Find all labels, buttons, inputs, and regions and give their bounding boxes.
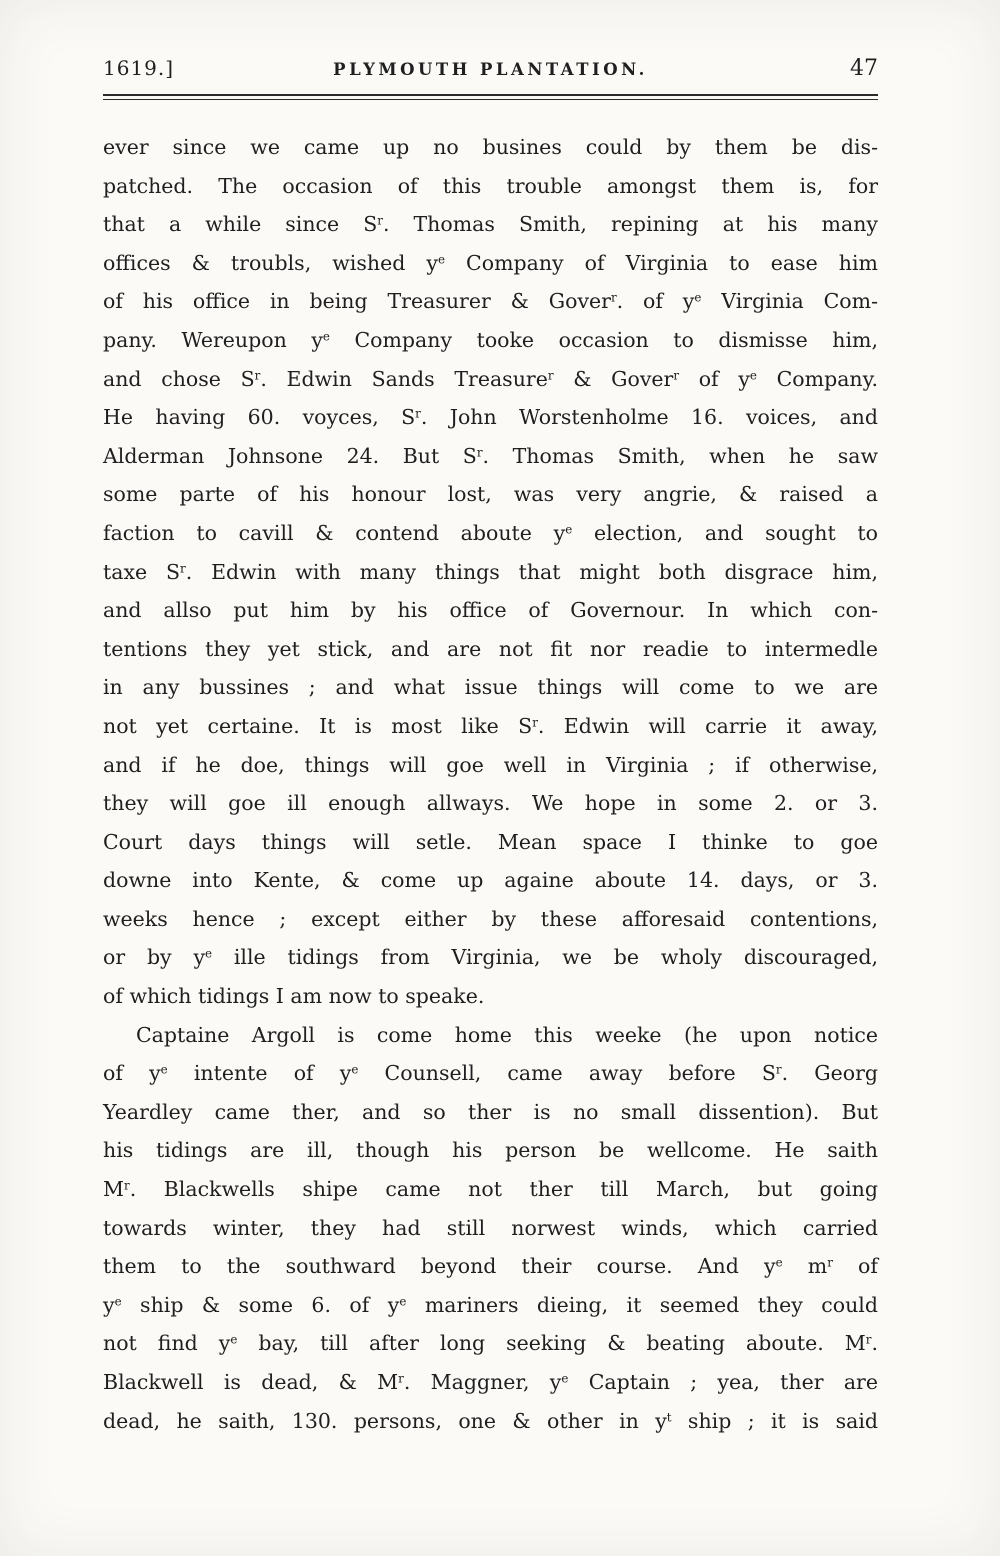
text-line: them to the southward beyond their course. And $y^e$ $m^r$ of: [103, 1254, 878, 1279]
text-line: not yet certaine. It is most like $S^r$. Edwin will carrie it away,: [103, 713, 878, 738]
superscript-letter: e: [561, 1371, 569, 1386]
text-line: they will goe ill enough allways. We hope in some 2. or 3.: [103, 791, 878, 816]
superscript-letter: r: [398, 1371, 404, 1386]
superscript-letter: r: [865, 1332, 872, 1347]
text-line: and chose $S^r$. Edwin Sands Treasure$^r$ & Gover$^r$ of $y^e$ Company.: [103, 366, 878, 391]
superscript-letter: r: [377, 213, 383, 228]
text-line: of $y^e$ intente of $y^e$ Counsell, came away before $S^r$. Georg: [103, 1061, 879, 1086]
text-line: some parte of his honour lost, was very angrie, & raised a: [103, 482, 878, 507]
superscript-letter: r: [827, 1255, 833, 1270]
superscript-letter: r: [775, 1062, 782, 1077]
header-page-number: 47: [850, 56, 878, 81]
text-line: tentions they yet stick, and are not fit nor readie to intermedle: [103, 636, 878, 661]
text-line: and if he doe, things will goe well in Virginia ; if otherwise,: [103, 752, 878, 777]
text-line: dead, he saith, 130. persons, one & other in $y^t$ ship ; it is said: [103, 1408, 878, 1433]
text-line: in any bussines ; and what issue things will come to we are: [103, 675, 878, 700]
superscript-letter: r: [180, 561, 186, 575]
page-body: [103, 128, 878, 1440]
text-line: pany. Wereupon $y^e$ Company tooke occasion to dismisse him,: [103, 327, 878, 352]
text-line: ever since we came up no busines could by them be dis-: [103, 135, 878, 159]
text-line: of which tidings I am now to speake.: [103, 984, 485, 1009]
text-line: that a while since $S^r$. Thomas Smith, repining at his many: [103, 212, 879, 237]
page-header: [103, 56, 878, 81]
text-line: not find $y^e$ bay, till after long seeking & beating aboute. $M^r$.: [103, 1331, 878, 1356]
superscript-letter: r: [415, 406, 421, 421]
superscript-letter: e: [399, 1294, 407, 1309]
text-line: Yeardley came ther, and so ther is no small dissention). But: [103, 1099, 878, 1124]
superscript-letter: r: [610, 290, 617, 305]
superscript-letter: e: [205, 946, 213, 961]
text-line: Alderman Johnsone 24. But $S^r$. Thomas Smith, when he saw: [103, 443, 878, 468]
text-line: Captaine Argoll is come home this weeke (he upon notice: [136, 1022, 878, 1047]
superscript-letter: r: [547, 368, 554, 383]
superscript-letter: r: [673, 368, 680, 383]
text-line: offices & troubls, wished $y^e$ Company of Virginia to ease him: [103, 250, 878, 275]
superscript-letter: e: [160, 1062, 168, 1077]
header-double-rule: [103, 94, 878, 100]
superscript-letter: e: [749, 368, 757, 383]
text-line: and allso put him by his office of Governour. In which con-: [103, 598, 878, 623]
text-line: patched. The occasion of this trouble amongst them is, for: [103, 173, 878, 198]
text-line: or by $y^e$ ille tidings from Virginia, we be wholy discouraged,: [103, 945, 879, 970]
text-line: taxe $S^r$. Edwin with many things that might both disgrace him,: [103, 559, 878, 584]
text-line: $M^r$. Blackwells shipe came not ther till March, but going: [103, 1177, 878, 1202]
superscript-letter: r: [254, 368, 261, 383]
superscript-letter: e: [114, 1294, 122, 1309]
superscript-letter: t: [666, 1410, 672, 1425]
text-line: Blackwell is dead, & $M^r$. Maggner, $y^e$ Captain ; yea, ther are: [103, 1370, 878, 1394]
text-line: He having 60. voyces, $S^r$. John Worstenholme 16. voices, and: [103, 405, 878, 430]
text-line: faction to cavill & contend aboute $y^e$ election, and sought to: [103, 520, 878, 545]
superscript-letter: e: [322, 329, 330, 344]
superscript-letter: e: [694, 290, 702, 305]
superscript-letter: e: [775, 1255, 783, 1270]
superscript-letter: e: [437, 252, 445, 267]
superscript-letter: r: [476, 445, 483, 460]
superscript-letter: r: [532, 715, 538, 730]
text-line: Court days things will setle. Mean space I thinke to goe: [103, 829, 878, 854]
header-year: 1619.]: [103, 56, 175, 80]
text-line: $y^e$ ship & some 6. of $y^e$ mariners dieing, it seemed they could: [103, 1292, 878, 1317]
superscript-letter: e: [565, 522, 573, 537]
text-line: weeks hence ; except either by these afforesaid contentions,: [103, 906, 878, 931]
superscript-letter: e: [230, 1332, 238, 1347]
header-running-title: PLYMOUTH PLANTATION.: [333, 60, 648, 79]
superscript-letter: r: [124, 1178, 130, 1193]
text-line: downe into Kente, & come up againe aboute 14. days, or 3.: [103, 868, 878, 893]
text-line: his tidings are ill, though his person be wellcome. He saith: [103, 1138, 878, 1163]
text-line: towards winter, they had still norwest winds, which carried: [103, 1215, 878, 1240]
text-line: of his office in being Treasurer & Gover$^r$. of $y^e$ Virginia Com-: [103, 289, 878, 314]
superscript-letter: e: [351, 1062, 359, 1077]
